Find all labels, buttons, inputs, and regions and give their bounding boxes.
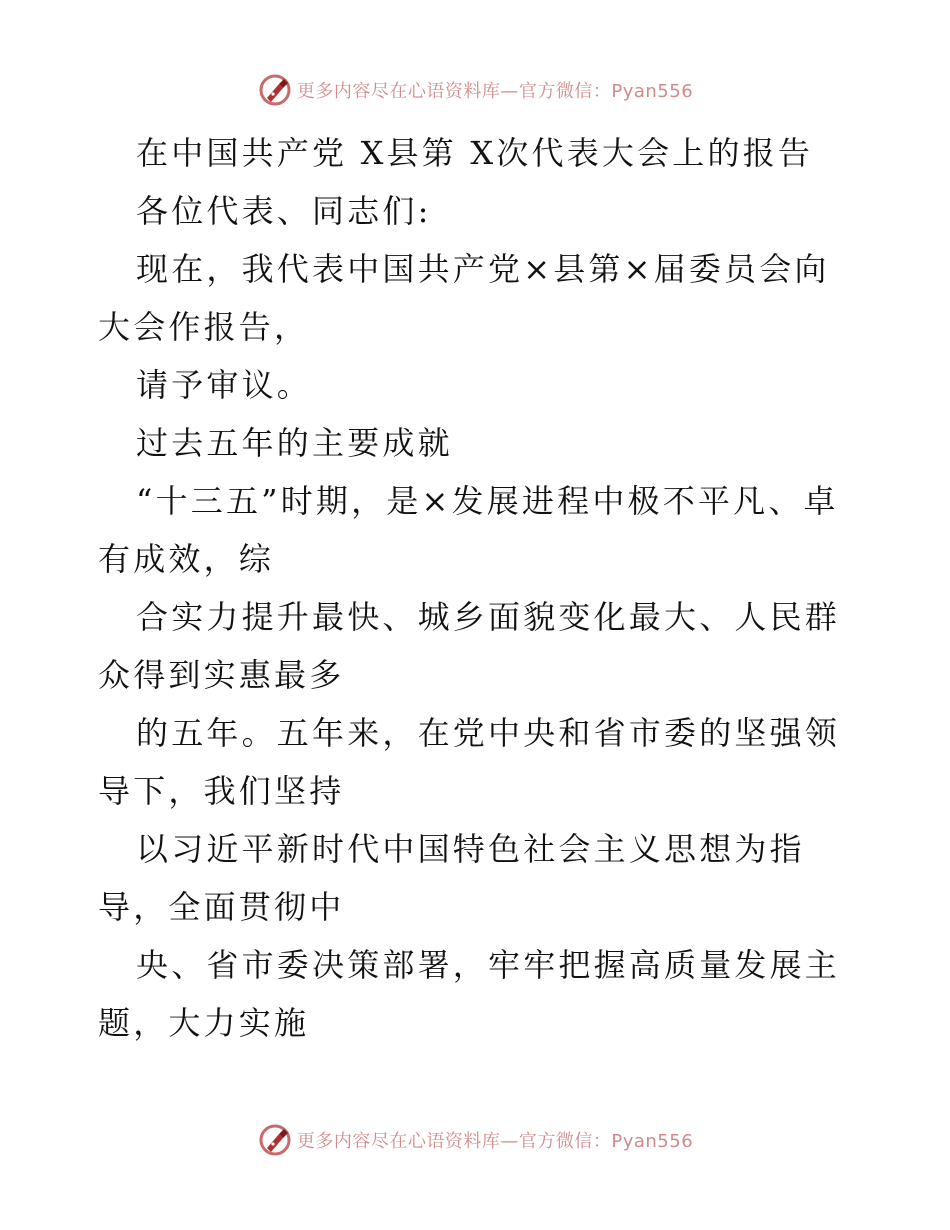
footer-watermark [0, 1122, 950, 1158]
paragraph: 合实力提升最快、城乡面貌变化最大、人民群众得到实惠最多 [98, 598, 841, 694]
salutation: 各位代表、同志们: [136, 192, 432, 230]
header-watermark [0, 72, 950, 108]
watermark-text: 更多内容尽在心语资料库—官方微信：Pyan556 [296, 1131, 694, 1152]
pen-nib-logo-icon [257, 72, 293, 108]
paragraph: 以习近平新时代中国特色社会主义思想为指导，全面贯彻中 [98, 830, 805, 926]
paragraph: “十三五”时期，是×发展进程中极不平凡、卓有成效，综 [98, 482, 839, 578]
section-heading: 过去五年的主要成就 [136, 424, 453, 462]
paragraph: 请予审议。 [136, 366, 313, 404]
paragraph: 央、省市委决策部署，牢牢把握高质量发展主题，大力实施 [98, 946, 841, 1042]
pen-nib-logo-icon [257, 1122, 293, 1158]
paragraph: 现在，我代表中国共产党×县第×届委员会向大会作报告， [98, 250, 830, 346]
report-title: 在中国共产党 X县第 X次代表大会上的报告 [136, 134, 814, 172]
watermark-text: 更多内容尽在心语资料库—官方微信：Pyan556 [296, 81, 694, 102]
paragraph: 的五年。五年来，在党中央和省市委的坚强领导下，我们坚持 [98, 714, 841, 810]
document-body [98, 124, 858, 1052]
